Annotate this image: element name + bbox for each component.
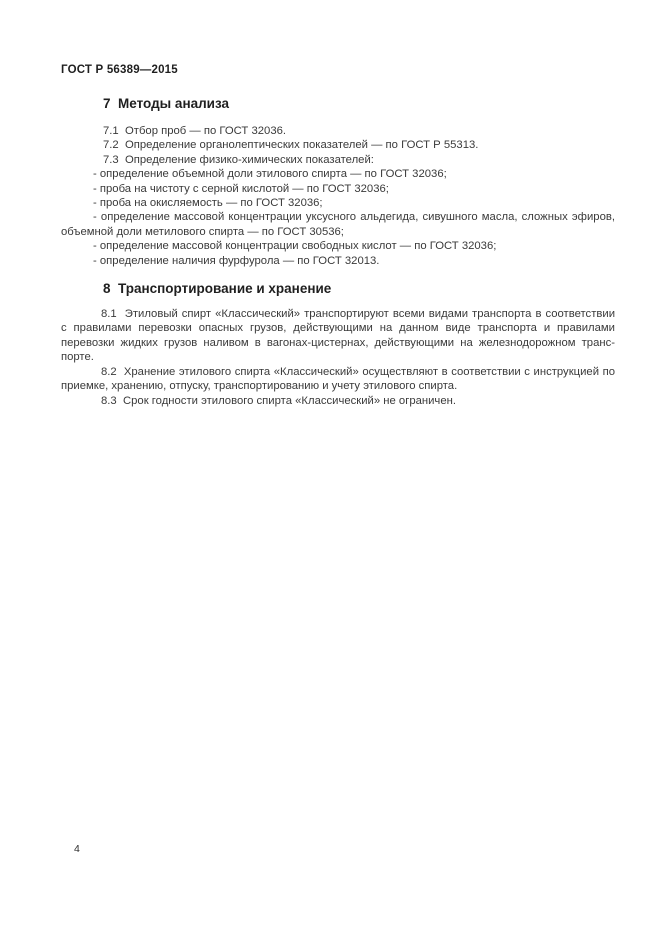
list-item-free-acids: - определение массовой концентрации свободных кислот — по ГОСТ 32036; bbox=[93, 240, 497, 253]
list-item-furfural: - определение наличия фурфурола — по ГОСТ 32013. bbox=[93, 254, 380, 267]
clause-8-3: 8.3 Срок годности этилового спирта «Классический» не ограничен. bbox=[101, 394, 456, 407]
list-item-purity-test: - проба на чистоту с серной кислотой — по ГОСТ 32036; bbox=[93, 182, 389, 195]
list-item-oxidability: - проба на окисляемость — по ГОСТ 32036; bbox=[93, 197, 323, 210]
section-7-body bbox=[61, 124, 615, 268]
page-content bbox=[0, 0, 661, 408]
section-8-heading: 8 Транспортирование и хранение bbox=[103, 281, 332, 297]
clause-7-2: 7.2 Определение органолептических показателей — по ГОСТ Р 55313. bbox=[103, 139, 479, 152]
running-header-doc-code: ГОСТ Р 56389—2015 bbox=[61, 64, 178, 76]
section-7-heading: 7 Методы анализа bbox=[103, 96, 230, 111]
clause-7-3: 7.3 Определение физико-химических показателей: bbox=[103, 153, 374, 166]
clause-7-1: 7.1 Отбор проб — по ГОСТ 32036. bbox=[103, 125, 287, 137]
page-number: 4 bbox=[74, 843, 80, 855]
section-8-body bbox=[61, 307, 615, 408]
list-item-aldehyde: - определение массовой концентрации уксусного альдегида, сивушного масла, сложных эфиров, объемной доли метилового спирта — по ГОСТ 30536; bbox=[61, 211, 615, 238]
list-item-ethyl-volume: - определение объемной доли этилового спирта — по ГОСТ 32036; bbox=[93, 168, 447, 181]
clause-8-1: 8.1 Этиловый спирт «Классический» транспортируют всеми видами транспорта в соответствии с правилами перевозки опасных грузов, действующими на данном виде транспорта и правилами перевозки жидких грузов наливом в вагонах-цистернах, действующими на железнодорожном транспорте. bbox=[61, 308, 615, 364]
clause-8-2: 8.2 Хранение этилового спирта «Классический» осуществляют в соответствии с инструкцией по приемке, хранению, отпуску, транспортированию и учету этилового спирта. bbox=[61, 365, 615, 393]
